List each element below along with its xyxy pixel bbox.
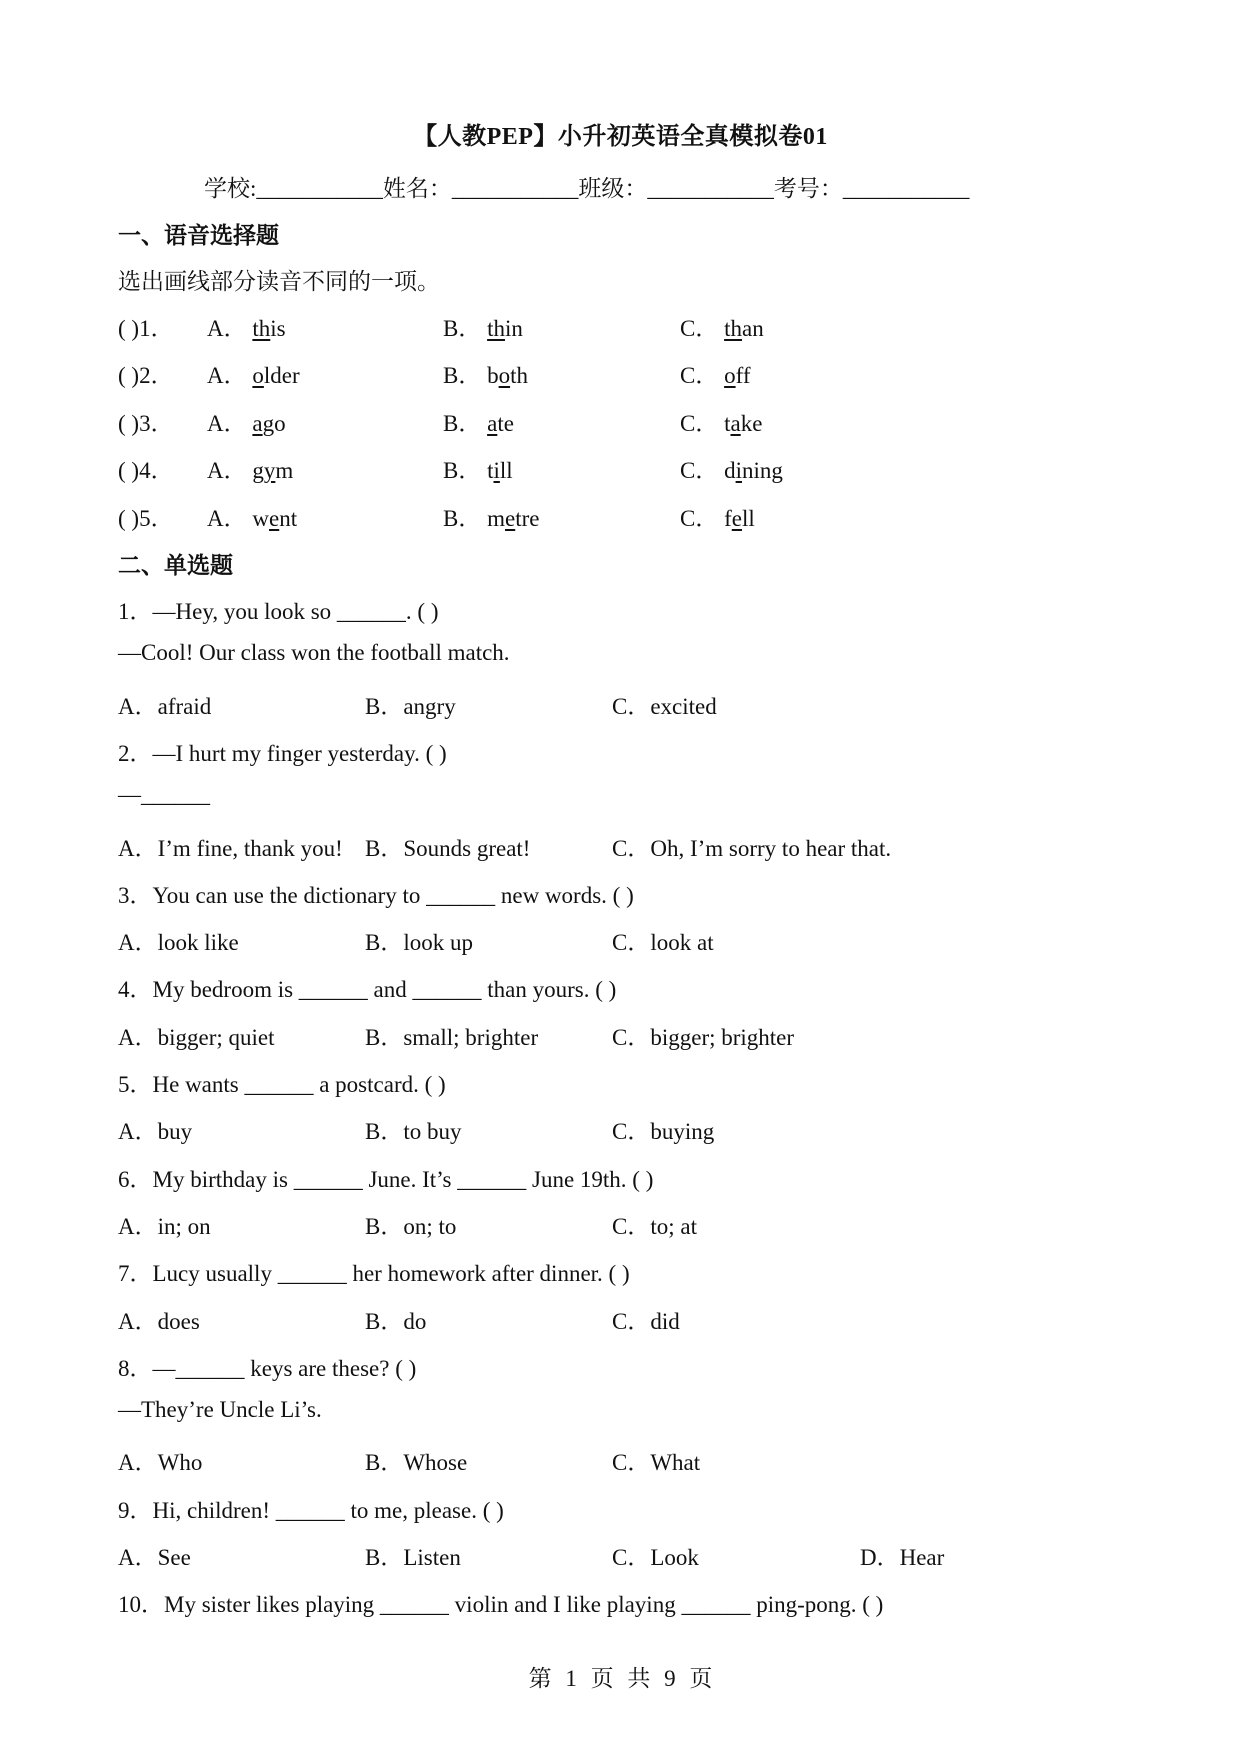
underlined-letters: e — [504, 506, 516, 531]
underlined-letters: o — [252, 363, 264, 388]
underlined-letters: o — [498, 363, 511, 388]
word-part: ke — [740, 411, 763, 436]
options-row — [0, 830, 1241, 864]
word-part: t — [724, 411, 731, 436]
option-c — [680, 310, 764, 343]
question-text: —They’re Uncle Li’s. — [118, 1397, 322, 1422]
question-number: ( )4． — [118, 458, 174, 483]
option-c — [680, 452, 783, 485]
option-label: B． — [443, 363, 488, 388]
phonics-question-row — [0, 310, 1241, 344]
answer-option: C．excited — [612, 694, 717, 719]
option-label: B． — [443, 458, 488, 483]
options-row — [0, 1113, 1241, 1147]
question-text: —______ — [118, 782, 210, 807]
answer-option: C．What — [612, 1450, 701, 1475]
option-label: A． — [207, 316, 253, 341]
options-row — [0, 1303, 1241, 1337]
options-row — [0, 688, 1241, 722]
option-label: B． — [443, 411, 488, 436]
underlined-letters: y — [263, 458, 276, 483]
answer-option: A．See — [118, 1545, 191, 1570]
word-part: tre — [515, 506, 540, 531]
phonics-question-row — [0, 405, 1241, 439]
word-part: f — [724, 506, 732, 531]
section-2-heading: 二、单选题 — [118, 553, 233, 578]
word-part: g — [252, 458, 264, 483]
option-b — [443, 310, 523, 343]
question-number: ( )3． — [118, 411, 174, 436]
word-part: d — [724, 458, 736, 483]
option-label: A． — [207, 411, 253, 436]
option-b — [443, 357, 528, 390]
options-row — [0, 924, 1241, 958]
option-c — [680, 357, 751, 390]
options-row — [0, 1444, 1241, 1478]
option-a — [207, 500, 297, 533]
question-text: 7．Lucy usually ______ her homework after dinner. ( ) — [118, 1261, 630, 1286]
question-number: ( )2． — [118, 363, 174, 388]
answer-option: B．Whose — [365, 1450, 468, 1475]
answer-option: B．Sounds great! — [365, 836, 531, 861]
option-a — [207, 452, 293, 485]
underlined-letters: th — [252, 316, 271, 341]
answer-option: C．Oh, I’m sorry to hear that. — [612, 836, 892, 861]
option-label: A． — [207, 363, 253, 388]
word-part: in — [504, 316, 523, 341]
underlined-letters: a — [487, 411, 498, 436]
answer-option: B．Listen — [365, 1545, 461, 1570]
answer-option: C．look at — [612, 930, 714, 955]
word-part: nt — [279, 506, 298, 531]
option-b — [443, 452, 513, 485]
option-label: C． — [680, 316, 725, 341]
option-label: C． — [680, 506, 725, 531]
answer-option: B．look up — [365, 930, 473, 955]
phonics-question-row — [0, 452, 1241, 486]
option-label: B． — [443, 506, 488, 531]
phonics-question-row — [0, 500, 1241, 534]
option-label: C． — [680, 411, 725, 436]
option-b — [443, 500, 539, 533]
question-text: 5．He wants ______ a postcard. ( ) — [118, 1072, 446, 1097]
section-1-instruction: 选出画线部分读音不同的一项。 — [118, 269, 440, 294]
options-row — [0, 1539, 1241, 1573]
answer-option: C．bigger; brighter — [612, 1025, 795, 1050]
option-a — [207, 310, 286, 343]
answer-option: A．look like — [118, 930, 239, 955]
answer-option: B．to buy — [365, 1119, 462, 1144]
question-text: 3．You can use the dictionary to ______ new words. ( ) — [118, 883, 634, 908]
option-b — [443, 405, 514, 438]
section-1-heading: 一、语音选择题 — [118, 223, 279, 248]
answer-option: C．to; at — [612, 1214, 697, 1239]
answer-option: C．did — [612, 1309, 680, 1334]
answer-option: A．bigger; quiet — [118, 1025, 275, 1050]
underlined-letters: i — [493, 458, 500, 483]
answer-option: A．afraid — [118, 694, 212, 719]
options-row — [0, 1208, 1241, 1242]
question-text: 1．—Hey, you look so ______. ( ) — [118, 599, 439, 624]
student-info-line: 学校:___________姓名：___________班级：___________考号：___________ — [204, 176, 970, 201]
page-title: 【人教PEP】小升初英语全真模拟卷01 — [413, 124, 828, 150]
question-text: 4．My bedroom is ______ and ______ than yours. ( ) — [118, 977, 617, 1002]
word-part: ll — [741, 506, 755, 531]
answer-option: A．Who — [118, 1450, 203, 1475]
question-text: 6．My birthday is ______ June. It’s ______ June 19th. ( ) — [118, 1167, 654, 1192]
question-text: 2．—I hurt my finger yesterday. ( ) — [118, 741, 447, 766]
answer-option: B．angry — [365, 694, 456, 719]
question-number: ( )5． — [118, 506, 174, 531]
answer-option: D．Hear — [860, 1545, 945, 1570]
options-row — [0, 1019, 1241, 1053]
word-part: m — [487, 506, 505, 531]
answer-option: B．small; brighter — [365, 1025, 539, 1050]
option-label: B． — [443, 316, 488, 341]
underlined-letters: e — [731, 506, 742, 531]
word-part: lder — [263, 363, 300, 388]
underlined-letters: th — [724, 316, 742, 341]
option-label: C． — [680, 458, 725, 483]
underlined-letters: e — [269, 506, 280, 531]
question-text: 9．Hi, children! ______ to me, please. ( ) — [118, 1498, 504, 1523]
word-part: t — [487, 458, 494, 483]
phonics-question-row — [0, 357, 1241, 391]
option-label: C． — [680, 363, 725, 388]
option-c — [680, 500, 755, 533]
word-part: ff — [735, 363, 751, 388]
word-part: th — [510, 363, 528, 388]
question-text: 10．My sister likes playing ______ violin and I like playing ______ ping-pong. ( ) — [118, 1592, 884, 1617]
option-label: A． — [207, 458, 253, 483]
option-label: A． — [207, 506, 253, 531]
word-part: te — [497, 411, 514, 436]
option-c — [680, 405, 762, 438]
word-part: m — [275, 458, 294, 483]
underlined-letters: a — [730, 411, 741, 436]
answer-option: B．on; to — [365, 1214, 457, 1239]
option-a — [207, 357, 300, 390]
underlined-letters: o — [724, 363, 736, 388]
answer-option: A．buy — [118, 1119, 193, 1144]
word-part: b — [487, 363, 499, 388]
answer-option: C．Look — [612, 1545, 699, 1570]
word-part: ning — [741, 458, 783, 483]
underlined-letters: i — [735, 458, 742, 483]
word-part: is — [270, 316, 286, 341]
word-part: ll — [499, 458, 513, 483]
question-text: —Cool! Our class won the football match. — [118, 640, 510, 665]
word-part: go — [262, 411, 286, 436]
answer-option: C．buying — [612, 1119, 715, 1144]
underlined-letters: th — [487, 316, 505, 341]
option-a — [207, 405, 286, 438]
answer-option: A．does — [118, 1309, 200, 1334]
answer-option: A．I’m fine, thank you! — [118, 836, 343, 861]
question-number: ( )1． — [118, 316, 174, 341]
word-part: an — [741, 316, 764, 341]
question-text: 8．—______ keys are these? ( ) — [118, 1356, 417, 1381]
answer-option: B．do — [365, 1309, 427, 1334]
page-footer: 第 1 页 共 9 页 — [528, 1666, 713, 1691]
word-part: w — [252, 506, 269, 531]
underlined-letters: a — [252, 411, 263, 436]
answer-option: A．in; on — [118, 1214, 211, 1239]
